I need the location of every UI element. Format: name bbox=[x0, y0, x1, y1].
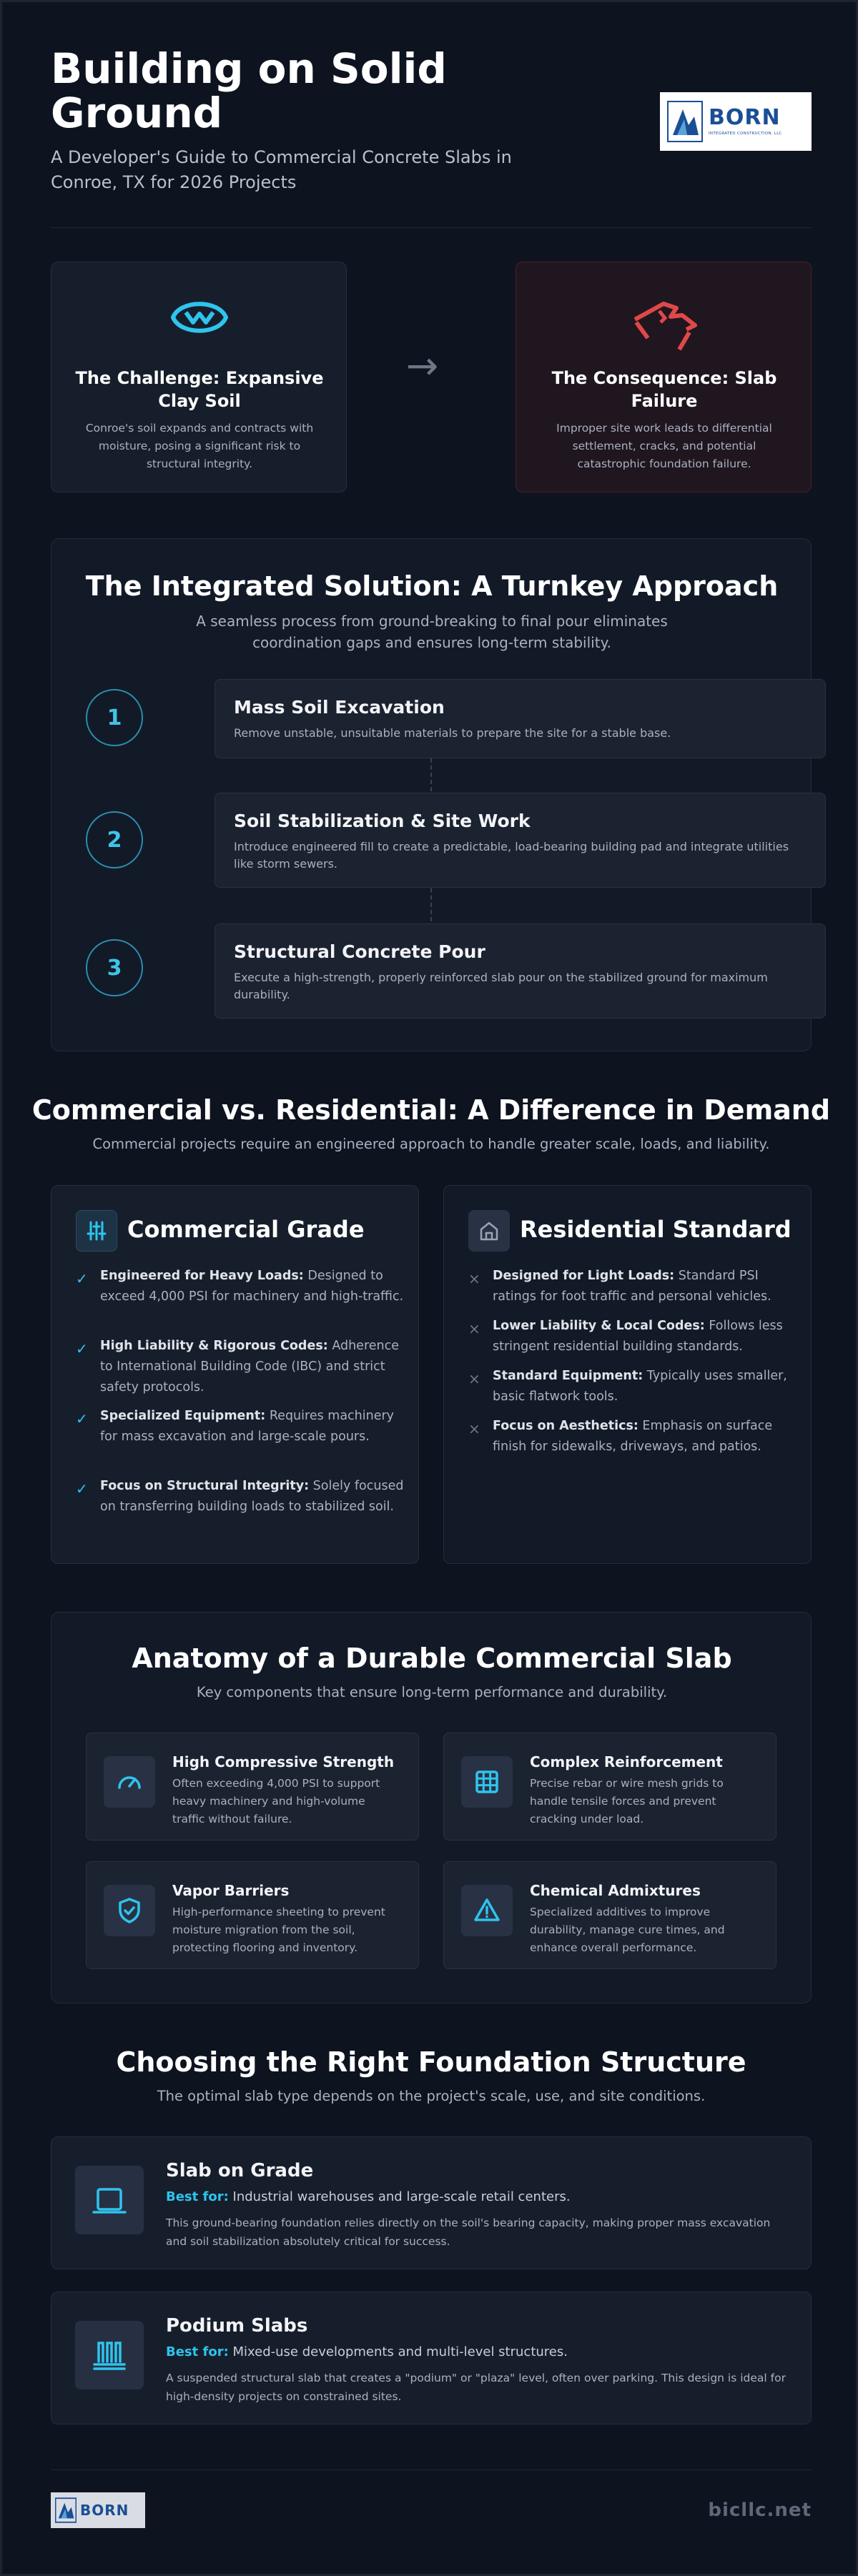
consequence-desc: Improper site work leads to differential settlement, cracks, and potential catastrophic foundation failure. bbox=[556, 422, 772, 470]
item-text: Solely focused on transferring building loads to stabilized soil. bbox=[100, 1479, 404, 1514]
compare-subtitle: Commercial projects require an engineered approach to handle greater scale, loads, and liability. bbox=[92, 1136, 770, 1152]
page-title: Building on Solid Ground bbox=[51, 44, 447, 138]
residential-item-1: × Designed for Light Loads: Standard PSI ratings for foot traffic and personal vehicles. bbox=[468, 1269, 771, 1304]
podium-icon bbox=[75, 2321, 144, 2389]
step-title-3: Structural Concrete Pour bbox=[234, 941, 485, 962]
soil-wave-icon bbox=[169, 294, 230, 341]
foundations-subtitle: The optimal slab type depends on the project's scale, use, and site conditions. bbox=[157, 2088, 706, 2104]
component-card-3 bbox=[86, 1861, 419, 1969]
solution-subtitle: A seamless process from ground-breaking to final pour eliminates coordination gaps and ensures long-term stability. bbox=[196, 613, 668, 651]
residential-item-2: × Lower Liability & Local Codes: Follows less stringent residential building standards. bbox=[468, 1319, 783, 1354]
item-text: Adherence to International Building Code (IBC) and strict safety protocols. bbox=[100, 1339, 399, 1394]
component-card-4 bbox=[443, 1861, 776, 1969]
best-text: Mixed-use developments and multi-level structures. bbox=[228, 2344, 568, 2359]
item-text: Designed to exceed 4,000 PSI for machinery and high-traffic. bbox=[100, 1269, 404, 1304]
foundation-best-1 bbox=[166, 2189, 571, 2204]
best-label: Best for: bbox=[166, 2344, 229, 2359]
item-bold: Standard Equipment: bbox=[493, 1369, 644, 1383]
component-card-1 bbox=[86, 1733, 419, 1841]
residential-card bbox=[443, 1185, 812, 1564]
component-title-2: Complex Reinforcement bbox=[530, 1753, 723, 1770]
best-text: Industrial warehouses and large-scale retail centers. bbox=[228, 2189, 571, 2204]
best-label: Best for: bbox=[166, 2189, 229, 2204]
logo-mark-icon bbox=[667, 101, 703, 142]
residential-item-4: × Focus on Aesthetics: Emphasis on surface finish for sidewalks, driveways, and patios. bbox=[468, 1419, 773, 1454]
component-desc-2: Precise rebar or wire mesh grids to handle tensile forces and prevent cracking under load. bbox=[530, 1777, 724, 1826]
solution-title: The Integrated Solution: A Turnkey Approach bbox=[85, 570, 779, 602]
shield-check-icon bbox=[104, 1885, 155, 1936]
foundation-title-1: Slab on Grade bbox=[166, 2160, 314, 2181]
residential-item-3: × Standard Equipment: Typically uses smaller, basic flatwork tools. bbox=[468, 1369, 787, 1404]
item-text: Standard PSI ratings for foot traffic and personal vehicles. bbox=[493, 1269, 771, 1304]
component-desc-1: Often exceeding 4,000 PSI to support heavy machinery and high-volume traffic without failure. bbox=[172, 1777, 380, 1826]
item-text: Requires machinery for mass excavation and large-scale pours. bbox=[100, 1409, 395, 1444]
component-title-4: Chemical Admixtures bbox=[530, 1882, 701, 1899]
gauge-icon bbox=[104, 1756, 155, 1808]
foundation-card-podium-slabs bbox=[51, 2292, 812, 2424]
page-subtitle: A Developer's Guide to Commercial Concrete Slabs in Conroe, TX for 2026 Projects bbox=[51, 147, 512, 192]
solution-panel bbox=[51, 538, 812, 1051]
footer-site-link[interactable]: bicllc.net bbox=[708, 2500, 812, 2521]
step-card-2 bbox=[214, 793, 826, 888]
anatomy-panel bbox=[51, 1612, 812, 2003]
step-desc-1: Remove unstable, unsuitable materials to prepare the site for a stable base. bbox=[234, 726, 671, 740]
compare-title: Commercial vs. Residential: A Difference in Demand bbox=[31, 1094, 831, 1126]
item-bold: Focus on Structural Integrity: bbox=[100, 1479, 310, 1493]
component-desc-4: Specialized additives to improve durability, manage cure times, and enhance overall performance. bbox=[530, 1906, 725, 1954]
step-card-1 bbox=[214, 679, 826, 758]
consequence-card bbox=[516, 262, 812, 492]
anatomy-title: Anatomy of a Durable Commercial Slab bbox=[132, 1643, 732, 1674]
step-number-3: 3 bbox=[86, 939, 143, 996]
commercial-item-2: ✓ High Liability & Rigorous Codes: Adherence to International Building Code (IBC) and strict safety protocols. bbox=[76, 1339, 399, 1394]
step-card-3 bbox=[214, 923, 826, 1019]
commercial-item-4: ✓ Focus on Structural Integrity: Solely focused on transferring building loads to stabilized soil. bbox=[76, 1479, 404, 1514]
foundation-best-2 bbox=[166, 2344, 568, 2359]
sliders-icon bbox=[76, 1210, 117, 1252]
logo-subtext: INTEGRATED CONSTRUCTION, LLC bbox=[709, 132, 782, 136]
foundations-title: Choosing the Right Foundation Structure bbox=[116, 2046, 746, 2078]
item-bold: High Liability & Rigorous Codes: bbox=[100, 1339, 328, 1353]
challenge-card bbox=[51, 262, 347, 492]
anatomy-subtitle: Key components that ensure long-term performance and durability. bbox=[196, 1684, 668, 1700]
item-text: Emphasis on surface finish for sidewalks, driveways, and patios. bbox=[493, 1419, 773, 1454]
commercial-item-1: ✓ Engineered for Heavy Loads: Designed to exceed 4,000 PSI for machinery and high-traffic. bbox=[76, 1269, 404, 1304]
logo-mark-icon bbox=[55, 2497, 77, 2523]
logo-text: BORN bbox=[709, 105, 781, 130]
step-desc-2: Introduce engineered fill to create a predictable, load-bearing building pad and integrate utilities like storm sewers. bbox=[234, 840, 789, 871]
item-bold: Specialized Equipment: bbox=[100, 1409, 266, 1423]
footer-logo[interactable] bbox=[51, 2492, 145, 2528]
slab-icon bbox=[75, 2166, 144, 2234]
step-title-2: Soil Stabilization & Site Work bbox=[234, 811, 531, 831]
component-desc-3: High-performance sheeting to prevent moisture migration from the soil, protecting flooring and inventory. bbox=[172, 1906, 385, 1954]
foundation-card-slab-on-grade bbox=[51, 2136, 812, 2269]
house-icon bbox=[468, 1210, 510, 1252]
commercial-item-3: ✓ Specialized Equipment: Requires machinery for mass excavation and large-scale pours. bbox=[76, 1409, 395, 1444]
item-text: Follows less stringent residential building standards. bbox=[493, 1319, 783, 1354]
company-logo[interactable] bbox=[660, 92, 812, 151]
component-title-1: High Compressive Strength bbox=[172, 1753, 395, 1770]
item-bold: Lower Liability & Local Codes: bbox=[493, 1319, 705, 1333]
step-desc-3: Execute a high-strength, properly reinforced slab pour on the stabilized ground for maximum durability. bbox=[234, 971, 768, 1001]
commercial-title: Commercial Grade bbox=[127, 1216, 365, 1243]
consequence-title: The Consequence: Slab Failure bbox=[551, 368, 777, 412]
item-bold: Focus on Aesthetics: bbox=[493, 1419, 638, 1433]
component-card-2 bbox=[443, 1733, 776, 1841]
challenge-title: The Challenge: Expansive Clay Soil bbox=[75, 368, 324, 412]
step-number-1: 1 bbox=[86, 689, 143, 746]
footer-logo-text: BORN bbox=[80, 2502, 129, 2519]
foundation-title-2: Podium Slabs bbox=[166, 2315, 308, 2337]
component-title-3: Vapor Barriers bbox=[172, 1882, 290, 1899]
foundation-desc-1: This ground-bearing foundation relies directly on the soil's bearing capacity, making proper mass excavation and soil stabilization absolutely critical for success. bbox=[166, 2216, 771, 2248]
step-title-1: Mass Soil Excavation bbox=[234, 697, 445, 718]
header-divider bbox=[51, 227, 812, 228]
step-number-2: 2 bbox=[86, 811, 143, 868]
grid-icon bbox=[461, 1756, 513, 1808]
residential-title: Residential Standard bbox=[520, 1216, 792, 1243]
warning-triangle-icon bbox=[461, 1885, 513, 1936]
foundation-desc-2: A suspended structural slab that creates a "podium" or "plaza" level, often over parking. This design is ideal for high-density projects on constrained sites. bbox=[166, 2372, 786, 2403]
commercial-card bbox=[51, 1185, 419, 1564]
item-bold: Designed for Light Loads: bbox=[493, 1269, 675, 1283]
item-bold: Engineered for Heavy Loads: bbox=[100, 1269, 304, 1283]
challenge-desc: Conroe's soil expands and contracts with moisture, posing a significant risk to structural integrity. bbox=[85, 422, 314, 470]
arrow-icon: → bbox=[406, 343, 439, 388]
broken-slab-icon bbox=[629, 301, 701, 352]
item-text: Typically uses smaller, basic flatwork tools. bbox=[493, 1369, 787, 1404]
